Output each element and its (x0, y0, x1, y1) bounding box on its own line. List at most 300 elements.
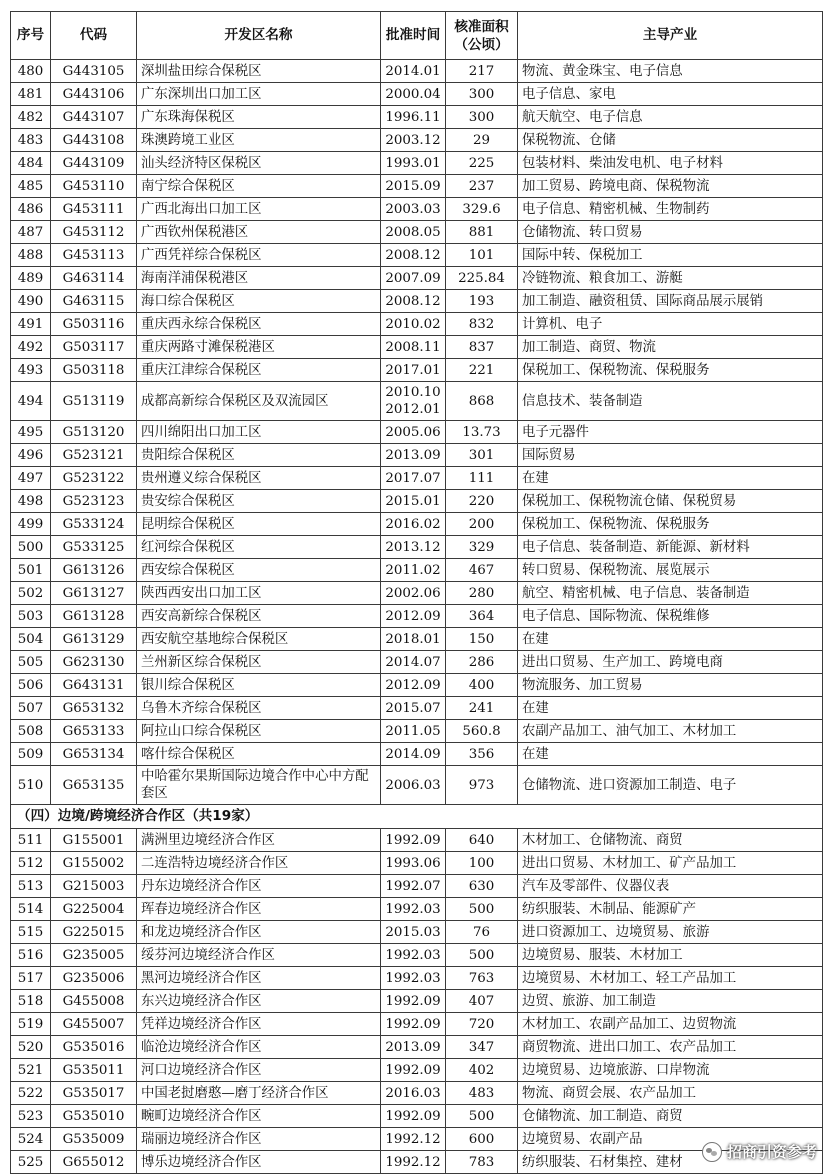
cell-name: 银川综合保税区 (137, 674, 381, 697)
table-row (11, 198, 823, 221)
development-zone-table (10, 11, 823, 1174)
cell-area: 347 (446, 1036, 518, 1059)
table-row (11, 336, 823, 359)
cell-industry: 国际中转、保税加工 (518, 244, 823, 267)
cell-date: 1992.03 (381, 967, 446, 990)
cell-industry: 加工制造、商贸、物流 (518, 336, 823, 359)
cell-date: 1996.11 (381, 106, 446, 129)
header-date: 批准时间 (381, 12, 446, 60)
cell-code: G535010 (51, 1105, 137, 1128)
cell-name: 珠澳跨境工业区 (137, 129, 381, 152)
cell-seq: 492 (11, 336, 51, 359)
cell-area: 467 (446, 559, 518, 582)
cell-seq: 519 (11, 1013, 51, 1036)
cell-date: 2011.02 (381, 559, 446, 582)
cell-date: 2003.03 (381, 198, 446, 221)
cell-code: G155001 (51, 829, 137, 852)
cell-seq: 514 (11, 898, 51, 921)
cell-area: 237 (446, 175, 518, 198)
cell-date: 1993.01 (381, 152, 446, 175)
cell-industry: 纺织服装、石材集控、建材 (518, 1151, 823, 1174)
cell-area: 301 (446, 444, 518, 467)
cell-industry: 边境贸易、农副产品 (518, 1128, 823, 1151)
cell-name: 丹东边境经济合作区 (137, 875, 381, 898)
cell-code: G455008 (51, 990, 137, 1013)
cell-seq: 521 (11, 1059, 51, 1082)
cell-seq: 481 (11, 83, 51, 106)
header-code: 代码 (51, 12, 137, 60)
cell-area: 500 (446, 898, 518, 921)
cell-name: 绥芬河边境经济合作区 (137, 944, 381, 967)
cell-date: 1993.06 (381, 852, 446, 875)
cell-seq: 482 (11, 106, 51, 129)
cell-seq: 524 (11, 1128, 51, 1151)
cell-industry: 转口贸易、保税物流、展览展示 (518, 559, 823, 582)
cell-date: 2011.05 (381, 720, 446, 743)
cell-name: 贵安综合保税区 (137, 490, 381, 513)
cell-name: 重庆江津综合保税区 (137, 359, 381, 382)
cell-area: 640 (446, 829, 518, 852)
table-row (11, 313, 823, 336)
table-row (11, 1151, 823, 1174)
cell-code: G503117 (51, 336, 137, 359)
cell-industry: 加工贸易、跨境电商、保税物流 (518, 175, 823, 198)
cell-code: G215003 (51, 875, 137, 898)
cell-industry: 计算机、电子 (518, 313, 823, 336)
table-row (11, 990, 823, 1013)
cell-seq: 506 (11, 674, 51, 697)
cell-industry: 边境贸易、木材加工、轻工产品加工 (518, 967, 823, 990)
cell-name: 满洲里边境经济合作区 (137, 829, 381, 852)
cell-code: G155002 (51, 852, 137, 875)
table-row (11, 921, 823, 944)
cell-seq: 517 (11, 967, 51, 990)
cell-seq: 522 (11, 1082, 51, 1105)
table-row (11, 359, 823, 382)
cell-seq: 488 (11, 244, 51, 267)
table-row (11, 1082, 823, 1105)
cell-date: 2018.01 (381, 628, 446, 651)
cell-seq: 496 (11, 444, 51, 467)
cell-industry: 航天航空、电子信息 (518, 106, 823, 129)
cell-date: 2003.12 (381, 129, 446, 152)
cell-seq: 498 (11, 490, 51, 513)
cell-seq: 491 (11, 313, 51, 336)
cell-area: 241 (446, 697, 518, 720)
cell-industry: 进口资源加工、边境贸易、旅游 (518, 921, 823, 944)
table-row (11, 60, 823, 83)
cell-date: 2015.09 (381, 175, 446, 198)
cell-date-line: 2010.10 (385, 385, 441, 400)
cell-seq: 512 (11, 852, 51, 875)
cell-name: 瑞丽边境经济合作区 (137, 1128, 381, 1151)
cell-name: 广东深圳出口加工区 (137, 83, 381, 106)
cell-name: 临沧边境经济合作区 (137, 1036, 381, 1059)
cell-industry: 木材加工、农副产品加工、边贸物流 (518, 1013, 823, 1036)
cell-area: 329 (446, 536, 518, 559)
header-area: 核准面积（公顷） (446, 12, 518, 60)
cell-date: 1992.09 (381, 1059, 446, 1082)
cell-date: 2017.07 (381, 467, 446, 490)
table-row (11, 720, 823, 743)
cell-industry: 木材加工、仓储物流、商贸 (518, 829, 823, 852)
cell-seq: 520 (11, 1036, 51, 1059)
cell-seq: 502 (11, 582, 51, 605)
cell-area: 356 (446, 743, 518, 766)
cell-name: 河口边境经济合作区 (137, 1059, 381, 1082)
cell-code: G443109 (51, 152, 137, 175)
table-row (11, 267, 823, 290)
table-row (11, 1105, 823, 1128)
table-row (11, 244, 823, 267)
cell-seq: 486 (11, 198, 51, 221)
table-row (11, 559, 823, 582)
cell-date: 2017.01 (381, 359, 446, 382)
cell-area: 500 (446, 1105, 518, 1128)
cell-name: 西安航空基地综合保税区 (137, 628, 381, 651)
cell-area: 111 (446, 467, 518, 490)
cell-seq: 501 (11, 559, 51, 582)
cell-industry: 加工制造、融资租赁、国际商品展示展销 (518, 290, 823, 313)
cell-date: 2013.09 (381, 444, 446, 467)
cell-area: 29 (446, 129, 518, 152)
cell-code: G523121 (51, 444, 137, 467)
cell-industry: 仓储物流、加工制造、商贸 (518, 1105, 823, 1128)
cell-name: 和龙边境经济合作区 (137, 921, 381, 944)
cell-name: 贵阳综合保税区 (137, 444, 381, 467)
cell-code: G653135 (51, 766, 137, 805)
cell-code: G653132 (51, 697, 137, 720)
table-row (11, 444, 823, 467)
cell-code: G443106 (51, 83, 137, 106)
cell-area: 101 (446, 244, 518, 267)
cell-name: 海口综合保税区 (137, 290, 381, 313)
cell-name: 西安高新综合保税区 (137, 605, 381, 628)
cell-date: 1992.03 (381, 944, 446, 967)
cell-industry: 保税加工、保税物流、保税服务 (518, 513, 823, 536)
cell-name: 广西钦州保税港区 (137, 221, 381, 244)
cell-area: 76 (446, 921, 518, 944)
cell-code: G225015 (51, 921, 137, 944)
cell-seq: 518 (11, 990, 51, 1013)
table-row (11, 829, 823, 852)
cell-date: 1992.03 (381, 898, 446, 921)
cell-area: 329.6 (446, 198, 518, 221)
cell-area: 407 (446, 990, 518, 1013)
cell-area: 973 (446, 766, 518, 805)
section-title: （四）边境/跨境经济合作区（共19家） (11, 805, 823, 829)
cell-code: G453112 (51, 221, 137, 244)
cell-code: G523123 (51, 490, 137, 513)
cell-code: G235005 (51, 944, 137, 967)
cell-date: 2002.06 (381, 582, 446, 605)
cell-name: 深圳盐田综合保税区 (137, 60, 381, 83)
cell-code: G453113 (51, 244, 137, 267)
cell-name: 广西凭祥综合保税区 (137, 244, 381, 267)
cell-seq: 515 (11, 921, 51, 944)
cell-area: 217 (446, 60, 518, 83)
cell-code: G443107 (51, 106, 137, 129)
table-row (11, 129, 823, 152)
cell-code: G453111 (51, 198, 137, 221)
cell-code: G463114 (51, 267, 137, 290)
cell-seq: 503 (11, 605, 51, 628)
cell-date: 2014.09 (381, 743, 446, 766)
cell-code: G443108 (51, 129, 137, 152)
cell-area: 286 (446, 651, 518, 674)
cell-industry: 电子信息、国际物流、保税维修 (518, 605, 823, 628)
cell-seq: 489 (11, 267, 51, 290)
cell-area: 280 (446, 582, 518, 605)
cell-industry: 仓储物流、转口贸易 (518, 221, 823, 244)
cell-date: 1992.07 (381, 875, 446, 898)
cell-code: G503116 (51, 313, 137, 336)
table-row (11, 467, 823, 490)
cell-area: 763 (446, 967, 518, 990)
cell-name: 陕西西安出口加工区 (137, 582, 381, 605)
cell-area: 364 (446, 605, 518, 628)
cell-code: G533125 (51, 536, 137, 559)
cell-name: 乌鲁木齐综合保税区 (137, 697, 381, 720)
cell-area: 200 (446, 513, 518, 536)
cell-name: 兰州新区综合保税区 (137, 651, 381, 674)
cell-name: 重庆西永综合保税区 (137, 313, 381, 336)
cell-seq: 504 (11, 628, 51, 651)
cell-seq: 508 (11, 720, 51, 743)
cell-code: G503118 (51, 359, 137, 382)
cell-seq: 484 (11, 152, 51, 175)
cell-industry: 冷链物流、粮食加工、游艇 (518, 267, 823, 290)
cell-seq: 513 (11, 875, 51, 898)
cell-area: 150 (446, 628, 518, 651)
cell-name: 广西北海出口加工区 (137, 198, 381, 221)
cell-industry: 保税加工、保税物流、保税服务 (518, 359, 823, 382)
cell-date: 2008.12 (381, 244, 446, 267)
cell-area: 300 (446, 83, 518, 106)
cell-seq: 495 (11, 421, 51, 444)
cell-date: 2014.07 (381, 651, 446, 674)
cell-code: G523122 (51, 467, 137, 490)
cell-name: 喀什综合保税区 (137, 743, 381, 766)
cell-area: 868 (446, 382, 518, 421)
cell-date: 2006.03 (381, 766, 446, 805)
cell-name: 昆明综合保税区 (137, 513, 381, 536)
table-row (11, 513, 823, 536)
cell-name: 博乐边境经济合作区 (137, 1151, 381, 1174)
cell-industry: 物流、商贸会展、农产品加工 (518, 1082, 823, 1105)
cell-code: G463115 (51, 290, 137, 313)
cell-name: 阿拉山口综合保税区 (137, 720, 381, 743)
cell-date: 2010.02 (381, 313, 446, 336)
cell-date: 2015.01 (381, 490, 446, 513)
header-industry: 主导产业 (518, 12, 823, 60)
table-row (11, 582, 823, 605)
cell-industry: 在建 (518, 743, 823, 766)
cell-area: 560.8 (446, 720, 518, 743)
cell-date: 2008.11 (381, 336, 446, 359)
cell-code: G643131 (51, 674, 137, 697)
cell-date: 2015.03 (381, 921, 446, 944)
cell-area: 225 (446, 152, 518, 175)
cell-name: 中国老挝磨憨—磨丁经济合作区 (137, 1082, 381, 1105)
table-row (11, 898, 823, 921)
cell-code: G455007 (51, 1013, 137, 1036)
cell-date: 2007.09 (381, 267, 446, 290)
cell-date: 2012.09 (381, 674, 446, 697)
cell-name: 东兴边境经济合作区 (137, 990, 381, 1013)
cell-seq: 500 (11, 536, 51, 559)
section-row (11, 805, 823, 829)
cell-area: 783 (446, 1151, 518, 1174)
table-row (11, 221, 823, 244)
cell-name: 中哈霍尔果斯国际边境合作中心中方配套区 (137, 766, 381, 805)
cell-seq: 511 (11, 829, 51, 852)
cell-name: 四川绵阳出口加工区 (137, 421, 381, 444)
watermark (702, 1141, 817, 1162)
cell-date (381, 382, 446, 421)
cell-code: G613127 (51, 582, 137, 605)
table-row (11, 1128, 823, 1151)
cell-seq: 509 (11, 743, 51, 766)
cell-name: 重庆两路寸滩保税港区 (137, 336, 381, 359)
cell-industry: 国际贸易 (518, 444, 823, 467)
cell-industry: 保税加工、保税物流仓储、保税贸易 (518, 490, 823, 513)
cell-date: 2013.09 (381, 1036, 446, 1059)
cell-name: 凭祥边境经济合作区 (137, 1013, 381, 1036)
cell-seq: 516 (11, 944, 51, 967)
table-row (11, 852, 823, 875)
cell-area: 221 (446, 359, 518, 382)
cell-area: 837 (446, 336, 518, 359)
table-row (11, 605, 823, 628)
cell-name: 二连浩特边境经济合作区 (137, 852, 381, 875)
cell-industry: 在建 (518, 628, 823, 651)
table-row (11, 766, 823, 805)
cell-code: G613126 (51, 559, 137, 582)
cell-code: G235006 (51, 967, 137, 990)
cell-industry: 仓储物流、进口资源加工制造、电子 (518, 766, 823, 805)
cell-seq: 487 (11, 221, 51, 244)
cell-industry: 电子元器件 (518, 421, 823, 444)
header-seq: 序号 (11, 12, 51, 60)
cell-seq: 485 (11, 175, 51, 198)
cell-seq: 505 (11, 651, 51, 674)
table-row (11, 651, 823, 674)
cell-name: 广东珠海保税区 (137, 106, 381, 129)
cell-area: 300 (446, 106, 518, 129)
cell-area: 13.73 (446, 421, 518, 444)
table-row (11, 490, 823, 513)
cell-seq: 499 (11, 513, 51, 536)
cell-industry: 电子信息、装备制造、新能源、新材料 (518, 536, 823, 559)
cell-industry: 在建 (518, 467, 823, 490)
table-row (11, 674, 823, 697)
cell-industry: 信息技术、装备制造 (518, 382, 823, 421)
cell-industry: 进出口贸易、生产加工、跨境电商 (518, 651, 823, 674)
cell-seq: 494 (11, 382, 51, 421)
cell-area: 220 (446, 490, 518, 513)
cell-seq: 493 (11, 359, 51, 382)
cell-date: 2000.04 (381, 83, 446, 106)
cell-area: 832 (446, 313, 518, 336)
cell-industry: 边贸、旅游、加工制造 (518, 990, 823, 1013)
cell-code: G513119 (51, 382, 137, 421)
cell-code: G623130 (51, 651, 137, 674)
cell-industry: 进出口贸易、木材加工、矿产品加工 (518, 852, 823, 875)
table-row (11, 944, 823, 967)
cell-date: 2016.02 (381, 513, 446, 536)
cell-area: 193 (446, 290, 518, 313)
cell-industry: 汽车及零部件、仪器仪表 (518, 875, 823, 898)
cell-date: 2014.01 (381, 60, 446, 83)
cell-area: 483 (446, 1082, 518, 1105)
cell-date: 1992.09 (381, 990, 446, 1013)
table-row (11, 421, 823, 444)
chat-bubble-icon (702, 1142, 722, 1162)
table-row (11, 382, 823, 421)
cell-date: 1992.09 (381, 829, 446, 852)
cell-seq: 480 (11, 60, 51, 83)
cell-seq: 525 (11, 1151, 51, 1174)
cell-area: 720 (446, 1013, 518, 1036)
cell-industry: 航空、精密机械、电子信息、装备制造 (518, 582, 823, 605)
cell-seq: 490 (11, 290, 51, 313)
cell-area: 225.84 (446, 267, 518, 290)
cell-area: 500 (446, 944, 518, 967)
cell-area: 100 (446, 852, 518, 875)
cell-name: 海南洋浦保税港区 (137, 267, 381, 290)
cell-date: 2012.09 (381, 605, 446, 628)
cell-date: 1992.09 (381, 1105, 446, 1128)
header-row (11, 12, 823, 60)
cell-industry: 在建 (518, 697, 823, 720)
table-row (11, 152, 823, 175)
cell-code: G513120 (51, 421, 137, 444)
cell-date: 2008.12 (381, 290, 446, 313)
header-name: 开发区名称 (137, 12, 381, 60)
table-row (11, 106, 823, 129)
cell-industry: 物流服务、加工贸易 (518, 674, 823, 697)
cell-seq: 523 (11, 1105, 51, 1128)
cell-industry: 电子信息、精密机械、生物制药 (518, 198, 823, 221)
table-row (11, 1013, 823, 1036)
cell-code: G613128 (51, 605, 137, 628)
table-row (11, 628, 823, 651)
cell-code: G535011 (51, 1059, 137, 1082)
cell-name: 畹町边境经济合作区 (137, 1105, 381, 1128)
cell-date: 1992.09 (381, 1013, 446, 1036)
cell-area: 600 (446, 1128, 518, 1151)
cell-industry: 电子信息、家电 (518, 83, 823, 106)
table-row (11, 1036, 823, 1059)
cell-industry: 边境贸易、服装、木材加工 (518, 944, 823, 967)
cell-industry: 边境贸易、边境旅游、口岸物流 (518, 1059, 823, 1082)
cell-name: 汕头经济特区保税区 (137, 152, 381, 175)
table-row (11, 536, 823, 559)
cell-industry: 包装材料、柴油发电机、电子材料 (518, 152, 823, 175)
cell-name: 西安综合保税区 (137, 559, 381, 582)
cell-industry: 物流、黄金珠宝、电子信息 (518, 60, 823, 83)
cell-date: 1992.12 (381, 1128, 446, 1151)
cell-name: 珲春边境经济合作区 (137, 898, 381, 921)
cell-name: 贵州遵义综合保税区 (137, 467, 381, 490)
cell-seq: 483 (11, 129, 51, 152)
cell-code: G653134 (51, 743, 137, 766)
cell-name: 南宁综合保税区 (137, 175, 381, 198)
cell-date: 2013.12 (381, 536, 446, 559)
cell-seq: 497 (11, 467, 51, 490)
table-row (11, 697, 823, 720)
